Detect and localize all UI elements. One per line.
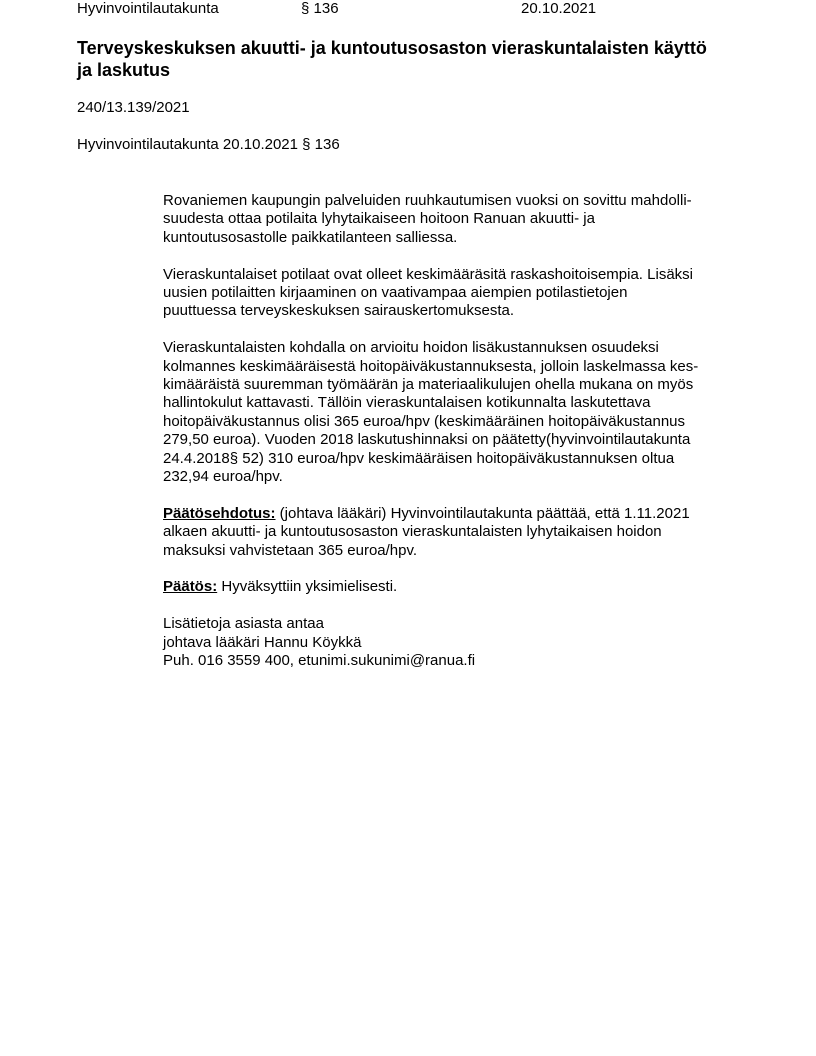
text-line: kolmannes keskimääräisestä hoitopäiväkustannuksesta, jolloin laskelmassa kes- [163,357,699,375]
text-line: suudesta ottaa potilaita lyhytaikaiseen hoitoon Ranuan akuutti- ja [163,210,595,228]
text-line: 24.4.2018§ 52) 310 euroa/hpv keskimääräisen hoitopäiväkustannuksen oltua [163,449,675,467]
text-line [163,505,743,523]
text-line: alkaen akuutti- ja kuntoutusosaston vieraskuntalaisten lyhytaikaisen hoidon [163,523,662,541]
header-organization: Hyvinvointilautakunta [77,0,219,17]
text-line: hoitopäiväkustannus olisi 365 euroa/hpv (keskimääräinen hoitopäiväkustannus [163,412,685,430]
text-line: uusien potilaitten kirjaaminen on vaativampaa aiempien potilastietojen [163,284,628,302]
decision-label: Päätös: [163,578,218,596]
record-id: 240/13.139/2021 [77,99,190,116]
proposal-first-line: (johtava lääkäri) Hyvinvointilautakunta päättää, että 1.11.2021 [275,504,690,522]
text-line: kimääräistä suuremman työmäärän ja materiaalikulujen ohella mukana on myös [163,376,694,394]
contact-line: Puh. 016 3559 400, etunimi.sukunimi@ranua.fi [163,652,476,670]
paragraph-decision [163,578,743,596]
proposal-label: Päätösehdotus: [163,504,276,522]
paragraph-proposal [163,505,743,560]
text-line: 279,50 euroa). Vuoden 2018 laskutushinnaksi on päätetty(hyvinvointilautakunta [163,431,691,449]
paragraph-patients [163,266,743,321]
page-header [0,0,816,20]
text-line: hallintokulut kattavasti. Tällöin vieraskuntalaisen kotikunnalta laskutettava [163,394,651,412]
text-line: puuttuessa terveyskeskuksen sairauskertomuksesta. [163,302,514,320]
paragraph-contact [163,615,743,670]
text-line: 232,94 euroa/hpv. [163,468,283,486]
text-line: maksuksi vahvistetaan 365 euroa/hpv. [163,541,418,559]
title-line: ja laskutus [77,60,171,80]
meeting-reference: Hyvinvointilautakunta 20.10.2021 § 136 [77,136,340,153]
text-line: Vieraskuntalaiset potilaat ovat olleet keskimääräsitä raskashoitoisempia. Lisäksi [163,265,693,283]
contact-line: Lisätietoja asiasta antaa [163,615,324,633]
text-line: Rovaniemen kaupungin palveluiden ruuhkautumisen vuoksi on sovittu mahdolli- [163,192,692,209]
text-line [163,578,743,596]
title-line: Terveyskeskuksen akuutti- ja kuntoutusosaston vieraskuntalaisten käyttö [77,38,707,58]
paragraph-background [163,192,743,247]
contact-line: johtava lääkäri Hannu Köykkä [163,633,362,651]
header-date: 20.10.2021 [521,0,597,17]
document-title [77,37,777,81]
decision-text: Hyväksyttiin yksimielisesti. [217,578,398,596]
text-line: Vieraskuntalaisten kohdalla on arvioitu hoidon lisäkustannuksen osuudeksi [163,339,659,357]
paragraph-costs [163,339,743,486]
header-section: § 136 [301,0,339,17]
document-body [163,192,743,689]
text-line: kuntoutusosastolle paikkatilanteen salliessa. [163,228,458,246]
